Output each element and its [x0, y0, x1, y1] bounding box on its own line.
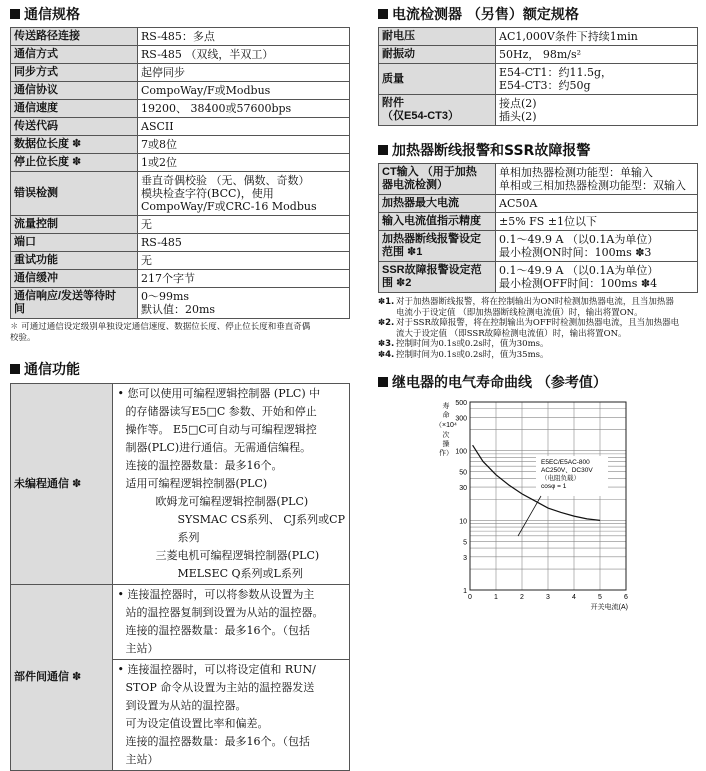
key-line: 附件 [382, 97, 404, 109]
note-line: ✽ 可通过通信设定级别单独设定通信速度、数据位长度、停止位长度和垂直奇偶 [10, 322, 311, 332]
comm-func-table [10, 383, 350, 771]
value-line: 最小检测OFF时间：100ms ✽4 [499, 277, 658, 290]
key-line: 传送路径连接 [14, 30, 80, 42]
comm-spec-row [11, 46, 350, 64]
y-axis-label: 操 [442, 441, 450, 448]
legend-text: cosφ = 1 [541, 483, 567, 490]
comm-spec-value [138, 82, 350, 100]
footnote-line: 对于加热器断线报警，将在控制输出为ON时检测加热器电流，且当加热器 [396, 297, 674, 307]
value-line: RS-485：多点 [141, 30, 215, 43]
comm-func-row [11, 384, 350, 585]
ct-rating-key [379, 28, 496, 46]
comm-spec-table [10, 27, 350, 319]
comm-spec-note [10, 322, 350, 344]
value-line: 单相加热器检测功能型：单输入 [499, 166, 653, 179]
footnote-text [396, 318, 679, 339]
value-line: 0.1～49.9 A （以0.1A为单位） [499, 264, 659, 277]
comm-spec-row [11, 82, 350, 100]
ct-rating-value [496, 64, 698, 95]
value-line: 19200、 38400或57600bps [141, 102, 292, 115]
comm-func-key: 未编程通信 ✽ [11, 384, 113, 585]
comm-spec-key [11, 118, 138, 136]
value-line: 三菱电机可编程逻辑控制器(PLC) [155, 549, 320, 562]
value-line: 制器(PLC)进行通信。无需通信编程。 [125, 441, 312, 454]
value-line: 无 [141, 254, 152, 267]
key-line: 加热器断线报警设定 [382, 233, 481, 245]
key-line: 间 [14, 303, 25, 315]
comm-func-value [113, 585, 350, 660]
relay-life-heading: 继电器的电气寿命曲线 （参考值） [378, 374, 698, 392]
y-tick-label: 10 [459, 518, 467, 526]
value-line: CompoWay/F或CRC-16 Modbus [141, 200, 317, 213]
comm-spec-key [11, 172, 138, 216]
comm-spec-row [11, 172, 350, 216]
heater-alarm-row [379, 213, 698, 231]
x-tick-label: 0 [468, 594, 472, 601]
footnote-text [396, 297, 674, 318]
value-line: 主站） [125, 642, 159, 655]
heater-alarm-footnotes [378, 297, 698, 360]
comm-spec-row [11, 288, 350, 319]
heater-alarm-heading: 加热器断线报警和SSR故障报警 [378, 142, 698, 160]
comm-spec-key [11, 64, 138, 82]
y-tick-label: 1 [463, 588, 467, 595]
comm-spec-row [11, 64, 350, 82]
value-line: ASCII [141, 120, 174, 133]
y-axis-label: 作） [439, 450, 453, 457]
key-line: 输入电流值指示精度 [382, 215, 481, 227]
key-line: 错误检测 [14, 187, 58, 199]
value-line: 垂直奇偶校验 （无、偶数、奇数） [141, 174, 310, 187]
comm-spec-value [138, 46, 350, 64]
y-axis-label: （×10⁴ [435, 422, 457, 429]
key-line: SSR故障报警设定范 [382, 264, 482, 276]
footnote-text [396, 350, 549, 361]
value-line: ±5% FS ±1位以下 [499, 215, 598, 228]
key-line: 范围 ✽1 [382, 246, 423, 258]
key-line: （仅E54-CT3） [382, 110, 460, 122]
x-tick-label: 1 [494, 594, 498, 601]
x-axis-label: 开关电流(A) [590, 604, 628, 611]
footnote-line: 电流小于设定值 （即加热器断线检测电流值）时，输出将置ON。 [396, 307, 643, 318]
comm-spec-row [11, 216, 350, 234]
key-line: 通信速度 [14, 102, 58, 114]
comm-spec-value [138, 288, 350, 319]
ct-rating-key [379, 95, 496, 126]
footnote [378, 350, 698, 361]
comm-spec-row [11, 252, 350, 270]
comm-spec-value [138, 64, 350, 82]
comm-spec-value [138, 252, 350, 270]
comm-spec-value [138, 154, 350, 172]
key-line: 通信响应/发送等待时 [14, 290, 117, 302]
x-tick-label: 3 [546, 594, 550, 601]
footnote [378, 318, 698, 339]
heater-alarm-value [496, 231, 698, 262]
value-line: 无 [141, 218, 152, 231]
comm-spec-value [138, 28, 350, 46]
x-tick-label: 2 [520, 594, 524, 601]
heater-alarm-key [379, 262, 496, 293]
comm-spec-row [11, 118, 350, 136]
value-line: STOP 命令从设置为主站的温控器发送 [125, 681, 315, 694]
footnote-line: 控制时间为0.1s或0.2s时，值为30ms。 [396, 339, 549, 349]
comm-spec-value [138, 118, 350, 136]
y-tick-label: 500 [455, 400, 467, 407]
heater-alarm-key [379, 164, 496, 195]
ct-rating-heading: 电流检测器 （另售）额定规格 [378, 6, 698, 24]
value-line: 站的温控器复制到设置为从站的温控器。 [125, 606, 324, 619]
value-line: 可为设定值设置比率和偏差。 [125, 717, 269, 730]
comm-spec-row [11, 136, 350, 154]
key-line: 耐电压 [382, 30, 415, 42]
key-line: 端口 [14, 236, 36, 248]
legend-text: AC250V、DC30V [541, 467, 593, 474]
ct-rating-key [379, 64, 496, 95]
key-line: CT输入 （用于加热 [382, 166, 477, 178]
footnote-mark: ✽2. [378, 318, 395, 328]
y-tick-label: 50 [459, 469, 467, 477]
key-line: 加热器最大电流 [382, 197, 459, 209]
value-line: 0～99ms [141, 290, 190, 303]
ct-rating-table [378, 27, 698, 126]
y-axis-label: 命 [442, 412, 450, 419]
heater-alarm-value [496, 164, 698, 195]
footnote-line: 对于SSR故障报警，将在控制输出为OFF时检测加热器电流，且当加热器电 [396, 318, 680, 328]
relay-life-chart [378, 396, 678, 616]
value-line: 连接的温控器数量：最多16个。（包括 [125, 735, 310, 748]
value-line: 连接的温控器数量：最多16个。（包括 [125, 624, 310, 637]
heater-alarm-key [379, 231, 496, 262]
comm-spec-heading: 通信规格 [10, 6, 350, 24]
footnote-line: 流大于设定值 （即SSR故障检测电流值）时，输出将置ON。 [396, 328, 627, 339]
left-column [10, 0, 350, 771]
key-line: 重试功能 [14, 254, 58, 266]
key-line: 通信协议 [14, 84, 58, 96]
value-line: 插头(2) [499, 110, 537, 123]
comm-spec-row [11, 28, 350, 46]
comm-func-key: 部件间通信 ✽ [11, 585, 113, 771]
key-line: 传送代码 [14, 120, 58, 132]
value-line: 最小检测ON时间：100ms ✽3 [499, 246, 652, 259]
comm-func-value [113, 384, 350, 585]
ct-rating-row [379, 46, 698, 64]
value-line: 操作等。 E5□C可自动与可编程逻辑控 [125, 423, 317, 436]
value-line: RS-485 [141, 236, 182, 249]
value-line: • 连接温控器时，可以将设定值和 RUN/ [117, 663, 316, 676]
comm-spec-row [11, 234, 350, 252]
value-line: CompoWay/F或Modbus [141, 84, 271, 97]
heater-alarm-value [496, 195, 698, 213]
comm-spec-key [11, 46, 138, 64]
value-line: 连接的温控器数量：最多16个。 [125, 459, 283, 472]
comm-spec-row [11, 100, 350, 118]
value-line: SYSMAC CS系列、 CJ系列或CP [177, 513, 345, 526]
comm-spec-value [138, 270, 350, 288]
legend-leader-line [518, 496, 541, 536]
value-line: 接点(2) [499, 97, 537, 110]
ct-rating-value [496, 95, 698, 126]
legend-text: （电阻负载） [541, 475, 580, 482]
comm-spec-value [138, 216, 350, 234]
comm-func-heading: 通信功能 [10, 361, 350, 379]
heater-alarm-value [496, 262, 698, 293]
x-tick-label: 4 [572, 594, 576, 601]
y-axis-label: 寿 [442, 403, 450, 410]
heater-alarm-table [378, 163, 698, 293]
y-tick-label: 3 [463, 554, 467, 562]
y-tick-label: 300 [455, 415, 467, 423]
value-line: 7或8位 [141, 138, 177, 151]
value-line: 适用可编程逻辑控制器(PLC) [125, 477, 268, 490]
value-line: • 您可以使用可编程逻辑控制器 (PLC) 中 [117, 387, 321, 400]
heater-alarm-row [379, 195, 698, 213]
y-tick-label: 5 [463, 539, 467, 547]
value-line: 单相或三相加热器检测功能型：双输入 [499, 179, 686, 192]
value-line: AC1,000V条件下持续1min [499, 30, 638, 43]
legend-text: E5EC/E5AC-800 [541, 459, 590, 466]
key-line: 数据位长度 ✽ [14, 138, 82, 150]
key-line: 质量 [382, 72, 404, 85]
value-line: 的存储器读写E5□C 参数、开始和停止 [125, 405, 317, 418]
footnote-text [396, 339, 549, 350]
right-column [378, 0, 698, 616]
footnote-line: 控制时间为0.1s或0.2s时，值为35ms。 [396, 349, 549, 360]
value-line: RS-485 （双线，半双工） [141, 48, 274, 61]
comm-spec-key [11, 288, 138, 319]
value-line: 主站） [125, 753, 159, 766]
comm-spec-key [11, 270, 138, 288]
footnote [378, 339, 698, 350]
value-line: MELSEC Q系列或L系列 [177, 567, 303, 580]
key-line: 耐振动 [382, 48, 415, 60]
key-line: 围 ✽2 [382, 277, 412, 289]
value-line: 到设置为从站的温控器。 [125, 699, 247, 712]
heater-alarm-row [379, 231, 698, 262]
comm-spec-key [11, 136, 138, 154]
note-line: 校验。 [10, 333, 36, 343]
comm-spec-row [11, 154, 350, 172]
heater-alarm-key [379, 195, 496, 213]
ct-rating-row [379, 95, 698, 126]
y-axis-label: 次 [442, 432, 450, 439]
value-line: 50Hz， 98m/s² [499, 48, 582, 61]
comm-spec-value [138, 136, 350, 154]
value-line: E54-CT3：约50g [499, 79, 591, 92]
comm-spec-row [11, 270, 350, 288]
value-line: 217个字节 [141, 272, 195, 285]
comm-spec-value [138, 172, 350, 216]
value-line: 1或2位 [141, 156, 177, 169]
comm-spec-key [11, 154, 138, 172]
key-line: 通信方式 [14, 48, 58, 60]
value-line: 默认值：20ms [141, 303, 216, 316]
value-line: • 连接温控器时，可以将参数从设置为主 [117, 588, 315, 601]
value-line: AC50A [499, 197, 538, 210]
footnote-mark: ✽3. [378, 339, 395, 349]
comm-spec-key [11, 82, 138, 100]
ct-rating-value [496, 28, 698, 46]
key-line: 器电流检测） [382, 179, 448, 191]
key-line: 流量控制 [14, 218, 58, 230]
footnote-mark: ✽4. [378, 349, 395, 360]
ct-rating-row [379, 64, 698, 95]
ct-rating-key [379, 46, 496, 64]
key-line: 停止位长度 ✽ [14, 156, 82, 168]
footnote-mark: ✽1. [378, 297, 395, 307]
heater-alarm-value [496, 213, 698, 231]
x-tick-label: 5 [598, 594, 602, 601]
comm-func-value [113, 660, 350, 771]
footnote [378, 297, 698, 318]
comm-func-row [11, 585, 350, 660]
key-line: 通信缓冲 [14, 272, 58, 284]
value-line: 起停同步 [141, 66, 185, 79]
value-line: 系列 [177, 531, 200, 544]
y-tick-label: 30 [459, 485, 467, 493]
comm-spec-key [11, 216, 138, 234]
comm-spec-key [11, 100, 138, 118]
key-line: 同步方式 [14, 66, 58, 78]
heater-alarm-row [379, 164, 698, 195]
value-line: 模块检查字符(BCC)，使用 [141, 187, 274, 200]
comm-spec-value [138, 100, 350, 118]
heater-alarm-key [379, 213, 496, 231]
y-tick-label: 100 [455, 448, 467, 456]
value-line: E54-CT1：约11.5g， [499, 66, 613, 79]
comm-spec-key [11, 28, 138, 46]
heater-alarm-row [379, 262, 698, 293]
x-tick-label: 6 [624, 594, 628, 601]
value-line: 0.1～49.9 A （以0.1A为单位） [499, 233, 659, 246]
comm-spec-key [11, 234, 138, 252]
ct-rating-value [496, 46, 698, 64]
comm-spec-key [11, 252, 138, 270]
ct-rating-row [379, 28, 698, 46]
comm-spec-value [138, 234, 350, 252]
value-line: 欧姆龙可编程逻辑控制器(PLC) [155, 495, 309, 508]
